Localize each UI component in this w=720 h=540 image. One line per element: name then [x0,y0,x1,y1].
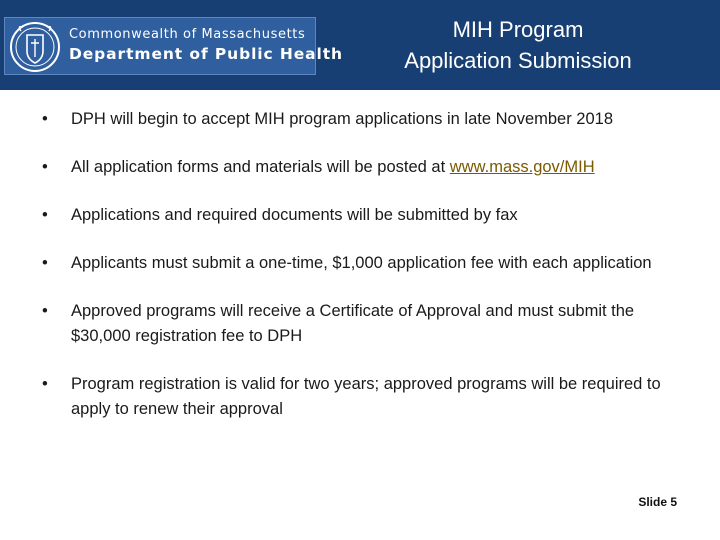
bullet-item [0,299,720,349]
dph-logo [4,17,343,75]
bullet-dot: • [42,110,48,128]
slide-number: Slide 5 [638,495,677,509]
title-line-1: MIH Program [452,17,584,42]
mass-gov-mih-link[interactable]: www.mass.gov/MIH [449,158,595,176]
bullet-dot: • [42,254,48,272]
bullet-text: Applicants must submit a one-time, $1,000 application fee with each application [71,254,652,272]
bullet-dot: • [42,206,48,224]
bullet-text: All application forms and materials will be posted at [71,158,450,176]
bullet-dot: • [42,158,48,176]
slide-title [360,14,676,76]
bullet-item [0,155,720,180]
bullet-dot: • [42,302,48,320]
bullet-text: Applications and required documents will be submitted by fax [71,206,518,224]
bullet-text: Approved programs will receive a Certificate of Approval and must submit the $30,000 registration fee to DPH [71,302,635,345]
massachusetts-seal-icon [9,21,61,73]
logo-department-text: Department of Public Health [69,45,343,63]
bullet-dot: • [42,375,48,393]
bullet-item [0,203,720,228]
bullet-list [0,107,720,445]
header-bar [0,0,720,90]
title-line-2: Application Submission [404,48,632,73]
bullet-text: DPH will begin to accept MIH program applications in late November 2018 [71,110,614,128]
bullet-item [0,251,720,276]
bullet-item [0,107,720,132]
logo-commonwealth-text: Commonwealth of Massachusetts [69,27,306,42]
bullet-item [0,372,720,422]
bullet-text: Program registration is valid for two years; approved programs will be required to apply to renew their approval [71,375,661,418]
